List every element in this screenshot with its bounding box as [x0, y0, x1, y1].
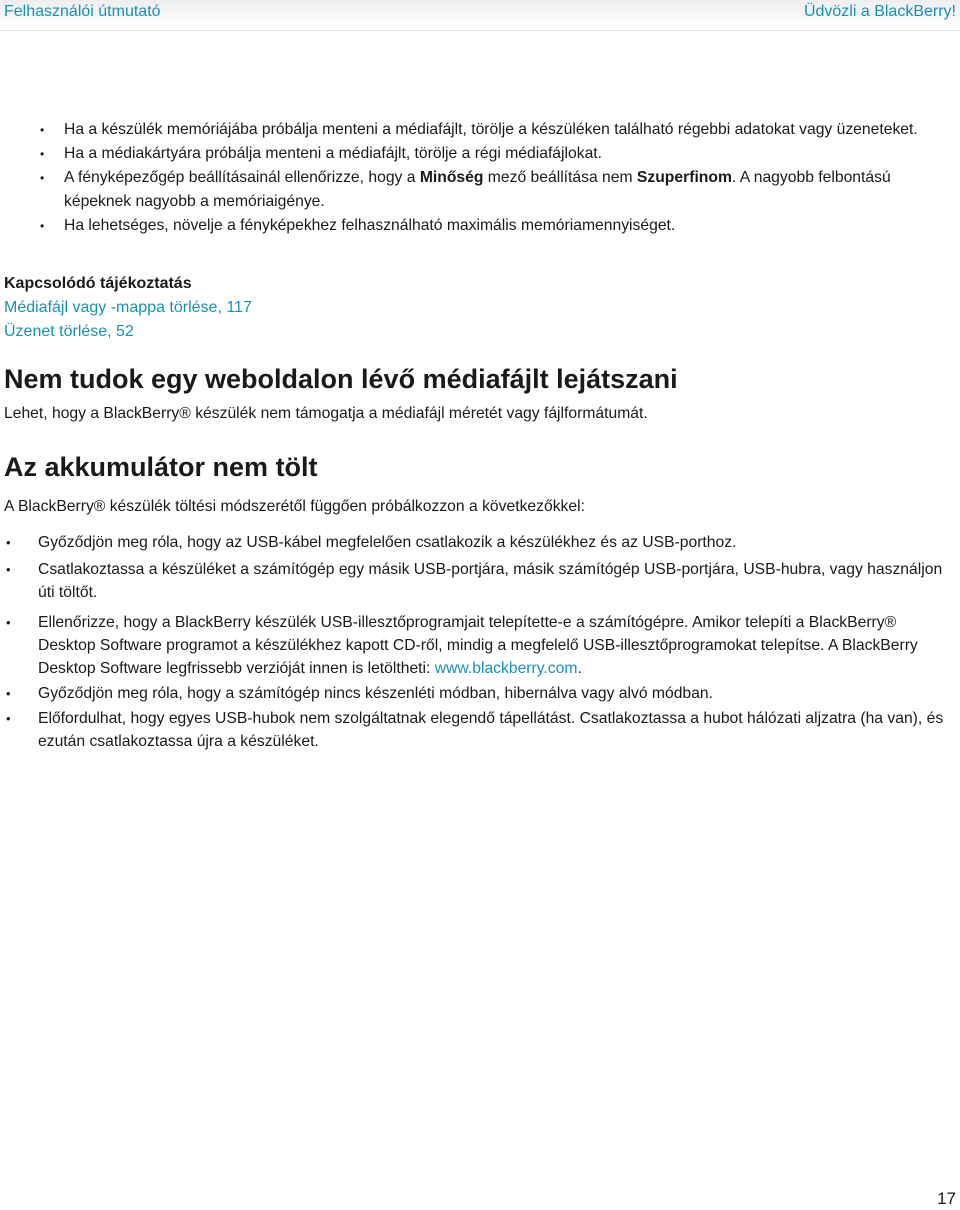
list-item: • Csatlakoztassa a készüléket a számítógép egy másik USB-portjára, másik számítógép USB-portjára, USB-hubra, vagy használjon úti töltőt. — [6, 558, 958, 604]
related-info — [4, 272, 252, 344]
list-item: • Győződjön meg róla, hogy a számítógép nincs készenléti módban, hibernálva vagy alvó módban. — [6, 682, 958, 705]
blackberry-website-link[interactable]: www.blackberry.com — [434, 660, 578, 677]
header-section-title: Üdvözli a BlackBerry! — [803, 3, 956, 20]
quality-field-name: Minőség — [419, 169, 484, 186]
section-heading-battery: Az akkumulátor nem tölt — [4, 452, 318, 482]
list-item: • Ellenőrizze, hogy a BlackBerry készülék USB-illesztőprogramjait telepítette-e a számítógépre. Amikor telepíti a BlackBerry® Desktop Software programot a készülékhez kapott CD-ről, mindig a megfelelő USB-illesztőprogramokat telepítse. A BlackBerry Desktop Software legfrissebb verzióját innen is letöltheti: www.blackberry.com. — [6, 611, 958, 680]
page-number: 17 — [937, 1189, 956, 1208]
list-item: • A fényképezőgép beállításainál ellenőrizze, hogy a Minőség mező beállítása nem Szuperfinom. A nagyobb felbontású képeknek nagyobb a memóriaigénye. — [40, 166, 958, 214]
list-item: • Előfordulhat, hogy egyes USB-hubok nem szolgáltatnak elegendő tápellátást. Csatlakoztassa a hubot hálózati aljzatra (ha van), és ezután csatlakoztassa újra a készüléket. — [6, 707, 958, 753]
related-link-delete-message[interactable]: Üzenet törlése, 52 — [4, 323, 134, 340]
battery-tips-list — [6, 531, 958, 753]
related-link-delete-media[interactable]: Médiafájl vagy -mappa törlése, 117 — [4, 299, 252, 316]
list-item: • Győződjön meg róla, hogy az USB-kábel megfelelően csatlakozik a készülékhez és az USB-porthoz. — [6, 531, 958, 554]
section-heading-media: Nem tudok egy weboldalon lévő médiafájlt lejátszani — [4, 364, 678, 394]
list-item: • Ha lehetséges, növelje a fényképekhez felhasználható maximális memóriamennyiséget. — [40, 214, 958, 238]
superfine-setting: Szuperfinom — [636, 169, 732, 186]
section-intro-battery: A BlackBerry® készülék töltési módszerétől függően próbálkozzon a következőkkel: — [4, 498, 585, 515]
page-header — [0, 0, 960, 31]
list-item: • Ha a készülék memóriájába próbálja menteni a médiafájlt, törölje a készüléken található régebbi adatokat vagy üzeneteket. — [40, 118, 958, 142]
related-info-title: Kapcsolódó tájékoztatás — [4, 275, 192, 292]
list-item: • Ha a médiakártyára próbálja menteni a médiafájlt, törölje a régi médiafájlokat. — [40, 142, 958, 166]
tips-list — [40, 118, 958, 238]
section-text-media: Lehet, hogy a BlackBerry® készülék nem támogatja a médiafájl méretét vagy fájlformátumát. — [4, 405, 648, 422]
header-manual-title: Felhasználói útmutató — [4, 3, 161, 20]
